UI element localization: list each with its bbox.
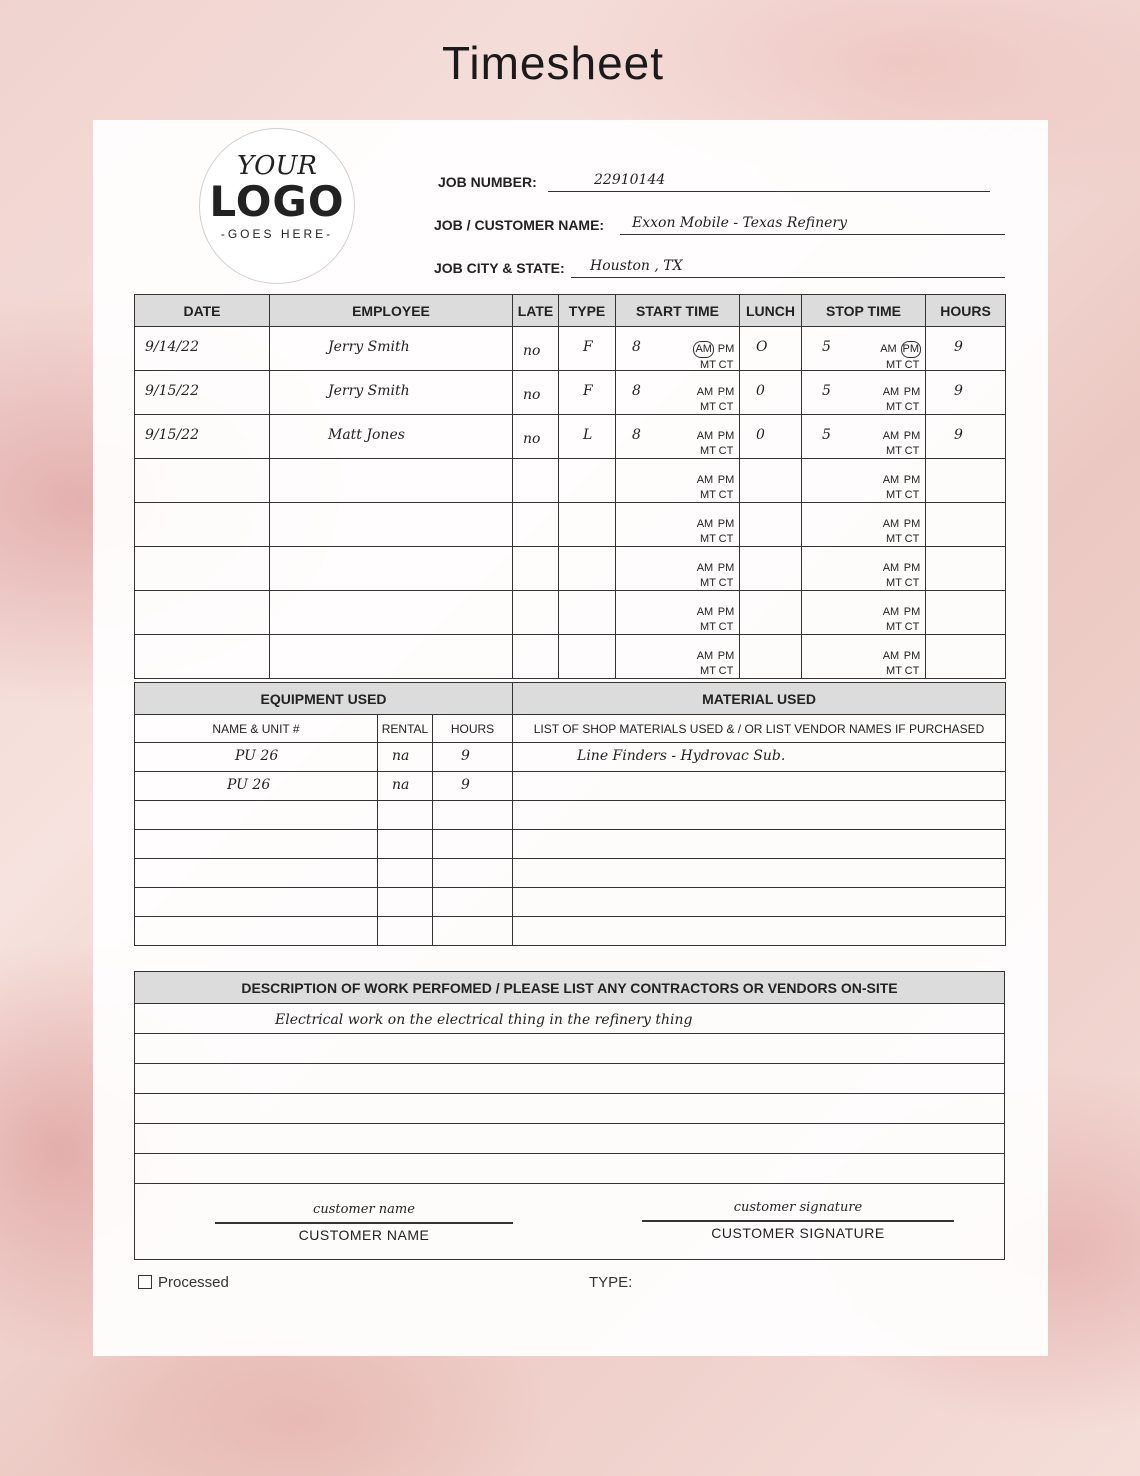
pm-option[interactable]: PM <box>901 341 922 358</box>
ct-option[interactable]: CT <box>718 577 734 589</box>
stop-time-cell[interactable] <box>802 547 926 591</box>
description-line <box>135 1124 1005 1154</box>
employee-cell[interactable] <box>270 635 513 679</box>
processed-label: Processed <box>158 1274 229 1291</box>
pm-option[interactable]: PM <box>903 562 921 574</box>
logo-line1: YOUR <box>237 151 317 181</box>
material-subtitle: LIST OF SHOP MATERIALS USED & / OR LIST VENDOR NAMES IF PURCHASED <box>513 715 1006 743</box>
equipment-rental-cell[interactable] <box>378 917 433 946</box>
start-time-value: 8 <box>632 339 641 355</box>
mt-option[interactable]: MT <box>700 621 716 633</box>
mt-option[interactable]: MT <box>886 665 902 677</box>
equipment-row <box>135 830 1006 859</box>
description-line-cell[interactable] <box>135 1034 1005 1064</box>
description-title: DESCRIPTION OF WORK PERFOMED / PLEASE LIST ANY CONTRACTORS OR VENDORS ON-SITE <box>135 972 1005 1004</box>
am-option[interactable]: AM <box>696 606 714 618</box>
pm-option[interactable]: PM <box>717 518 735 530</box>
employee-cell[interactable] <box>270 415 513 459</box>
col-hours: HOURS <box>926 295 1006 327</box>
date-cell[interactable] <box>135 503 270 547</box>
date-cell[interactable] <box>135 547 270 591</box>
hours-cell[interactable] <box>926 635 1006 679</box>
hours-cell[interactable] <box>926 327 1006 371</box>
am-option[interactable]: AM <box>696 386 714 398</box>
equipment-row <box>135 859 1006 888</box>
date-value: 9/15/22 <box>145 427 199 443</box>
late-value: no <box>523 387 541 403</box>
customer-name-field[interactable] <box>434 211 1005 235</box>
employee-cell[interactable] <box>270 503 513 547</box>
ct-option[interactable]: CT <box>718 359 734 371</box>
ct-option[interactable]: CT <box>718 489 734 501</box>
equipment-hours-cell[interactable] <box>433 830 513 859</box>
customer-name-block[interactable] <box>215 1202 513 1243</box>
ct-option[interactable]: CT <box>904 359 920 371</box>
pm-option[interactable]: PM <box>717 474 735 486</box>
date-cell[interactable] <box>135 371 270 415</box>
date-value: 9/14/22 <box>145 339 199 355</box>
material-cell[interactable] <box>513 830 1006 859</box>
date-cell[interactable] <box>135 327 270 371</box>
equipment-hours-cell[interactable] <box>433 859 513 888</box>
timesheet-table <box>134 294 1006 679</box>
late-cell[interactable] <box>513 591 559 635</box>
pm-option[interactable]: PM <box>717 562 735 574</box>
description-line-cell[interactable] <box>135 1064 1005 1094</box>
start-ampm-selector[interactable] <box>696 473 735 503</box>
customer-signature-written[interactable]: customer signature <box>733 1200 863 1215</box>
mt-option[interactable]: MT <box>700 533 716 545</box>
hours-cell[interactable] <box>926 459 1006 503</box>
equipment-hours-value: 9 <box>461 777 470 793</box>
job-number-value[interactable]: 22910144 <box>594 172 666 188</box>
stop-time-value: 5 <box>822 339 831 355</box>
lunch-cell[interactable] <box>740 371 802 415</box>
mt-option[interactable]: MT <box>886 533 902 545</box>
late-value: no <box>523 343 541 359</box>
employee-cell[interactable] <box>270 547 513 591</box>
material-cell[interactable] <box>513 801 1006 830</box>
city-state-label: JOB CITY & STATE: <box>434 260 565 276</box>
start-time-cell[interactable] <box>616 415 740 459</box>
pm-option[interactable]: PM <box>717 343 735 355</box>
equipment-rental-value: na <box>392 777 410 793</box>
ct-option[interactable]: CT <box>904 445 920 457</box>
mt-option[interactable]: MT <box>700 665 716 677</box>
am-option[interactable]: AM <box>693 341 714 358</box>
timesheet-row <box>135 591 1006 635</box>
hours-cell[interactable] <box>926 547 1006 591</box>
hours-cell[interactable] <box>926 371 1006 415</box>
late-cell[interactable] <box>513 459 559 503</box>
late-cell[interactable] <box>513 415 559 459</box>
hours-value: 9 <box>954 383 963 399</box>
hours-cell[interactable] <box>926 415 1006 459</box>
equipment-hours-value: 9 <box>461 748 470 764</box>
am-option[interactable]: AM <box>882 562 900 574</box>
equipment-col-rental: RENTAL <box>378 715 433 743</box>
description-line-cell[interactable] <box>135 1124 1005 1154</box>
checkbox-icon[interactable] <box>138 1275 152 1289</box>
lunch-value: 0 <box>756 383 765 399</box>
type-label: TYPE: <box>589 1274 633 1291</box>
pm-option[interactable]: PM <box>903 386 921 398</box>
am-option[interactable]: AM <box>882 518 900 530</box>
col-start-time: START TIME <box>616 295 740 327</box>
material-cell[interactable] <box>513 917 1006 946</box>
late-cell[interactable] <box>513 503 559 547</box>
description-line-cell[interactable] <box>135 1094 1005 1124</box>
equipment-row <box>135 743 1006 772</box>
mt-option[interactable]: MT <box>700 489 716 501</box>
material-cell[interactable] <box>513 859 1006 888</box>
lunch-cell[interactable] <box>740 327 802 371</box>
type-cell[interactable] <box>559 415 616 459</box>
equipment-rental-cell[interactable] <box>378 743 433 772</box>
late-cell[interactable] <box>513 635 559 679</box>
timesheet-row <box>135 459 1006 503</box>
type-cell[interactable] <box>559 591 616 635</box>
equipment-title: EQUIPMENT USED <box>135 683 513 715</box>
city-state-value[interactable]: Houston , TX <box>590 258 683 274</box>
am-option[interactable]: AM <box>696 430 714 442</box>
type-value: L <box>583 427 593 443</box>
stop-ampm-selector[interactable] <box>882 473 921 503</box>
equipment-hours-cell[interactable] <box>433 801 513 830</box>
timesheet-row <box>135 371 1006 415</box>
job-number-field[interactable] <box>438 168 990 192</box>
employee-value: Jerry Smith <box>328 383 410 399</box>
mt-option[interactable]: MT <box>886 401 902 413</box>
logo-line2: LOGO <box>209 177 345 226</box>
stop-time-cell[interactable] <box>802 371 926 415</box>
description-line <box>135 1034 1005 1064</box>
customer-name-caption: CUSTOMER NAME <box>215 1222 513 1243</box>
timesheet-form <box>93 120 1048 1356</box>
type-cell[interactable] <box>559 503 616 547</box>
start-time-cell[interactable] <box>616 635 740 679</box>
description-table <box>134 971 1005 1260</box>
customer-signature-caption: CUSTOMER SIGNATURE <box>642 1220 954 1241</box>
col-type: TYPE <box>559 295 616 327</box>
timesheet-row <box>135 415 1006 459</box>
employee-cell[interactable] <box>270 591 513 635</box>
material-value: Line Finders - Hydrovac Sub. <box>577 748 786 764</box>
am-option[interactable]: AM <box>696 518 714 530</box>
stop-time-cell[interactable] <box>802 591 926 635</box>
pm-option[interactable]: PM <box>903 474 921 486</box>
equipment-name-cell[interactable] <box>135 743 378 772</box>
description-line-cell[interactable] <box>135 1004 1005 1034</box>
logo-line3: -GOES HERE- <box>220 227 334 241</box>
am-option[interactable]: AM <box>880 343 897 355</box>
stop-time-value: 5 <box>822 383 831 399</box>
am-option[interactable]: AM <box>882 650 900 662</box>
logo-placeholder <box>199 128 355 284</box>
date-cell[interactable] <box>135 635 270 679</box>
lunch-value: 0 <box>756 427 765 443</box>
equipment-material-table <box>134 682 1006 946</box>
lunch-value: O <box>756 339 768 355</box>
material-cell[interactable] <box>513 772 1006 801</box>
pm-option[interactable]: PM <box>903 650 921 662</box>
start-ampm-selector[interactable] <box>696 561 735 591</box>
type-cell[interactable] <box>559 547 616 591</box>
equipment-rental-value: na <box>392 748 410 764</box>
date-value: 9/15/22 <box>145 383 199 399</box>
customer-name-value[interactable]: Exxon Mobile - Texas Refinery <box>632 215 847 231</box>
signature-row <box>135 1184 1005 1260</box>
equipment-hours-cell[interactable] <box>433 743 513 772</box>
start-time-cell[interactable] <box>616 503 740 547</box>
late-cell[interactable] <box>513 327 559 371</box>
lunch-cell[interactable] <box>740 547 802 591</box>
equipment-hours-cell[interactable] <box>433 888 513 917</box>
equipment-name-cell[interactable] <box>135 859 378 888</box>
ct-option[interactable]: CT <box>904 401 920 413</box>
material-cell[interactable] <box>513 888 1006 917</box>
stop-time-cell[interactable] <box>802 459 926 503</box>
equipment-col-hours: HOURS <box>433 715 513 743</box>
am-option[interactable]: AM <box>882 430 900 442</box>
ct-option[interactable]: CT <box>718 533 734 545</box>
mt-option[interactable]: MT <box>886 489 902 501</box>
equipment-name-value: PU 26 <box>227 777 271 793</box>
start-time-cell[interactable] <box>616 591 740 635</box>
equipment-name-cell[interactable] <box>135 801 378 830</box>
equipment-row <box>135 888 1006 917</box>
col-employee: EMPLOYEE <box>270 295 513 327</box>
am-option[interactable]: AM <box>696 562 714 574</box>
stop-ampm-selector[interactable] <box>882 517 921 547</box>
stop-ampm-selector[interactable] <box>882 561 921 591</box>
am-option[interactable]: AM <box>882 606 900 618</box>
customer-signature-block[interactable] <box>642 1200 954 1241</box>
description-line <box>135 1154 1005 1184</box>
description-line <box>135 1094 1005 1124</box>
date-cell[interactable] <box>135 459 270 503</box>
ct-option[interactable]: CT <box>718 621 734 633</box>
type-value: F <box>583 383 593 399</box>
equipment-rental-cell[interactable] <box>378 859 433 888</box>
equipment-row <box>135 801 1006 830</box>
timesheet-header-row <box>135 295 1006 327</box>
start-ampm-selector[interactable] <box>696 649 735 679</box>
date-cell[interactable] <box>135 415 270 459</box>
equipment-rental-cell[interactable] <box>378 888 433 917</box>
type-cell[interactable] <box>559 371 616 415</box>
am-option[interactable]: AM <box>882 386 900 398</box>
late-cell[interactable] <box>513 547 559 591</box>
lunch-cell[interactable] <box>740 503 802 547</box>
lunch-cell[interactable] <box>740 591 802 635</box>
lunch-cell[interactable] <box>740 459 802 503</box>
equipment-name-cell[interactable] <box>135 772 378 801</box>
mt-option[interactable]: MT <box>886 577 902 589</box>
job-number-label: JOB NUMBER: <box>438 174 537 190</box>
pm-option[interactable]: PM <box>717 606 735 618</box>
am-option[interactable]: AM <box>882 474 900 486</box>
employee-value: Jerry Smith <box>328 339 410 355</box>
late-value: no <box>523 431 541 447</box>
start-time-cell[interactable] <box>616 459 740 503</box>
start-time-cell[interactable] <box>616 547 740 591</box>
mt-option[interactable]: MT <box>886 359 902 371</box>
description-text: Electrical work on the electrical thing in the refinery thing <box>275 1012 693 1028</box>
ct-option[interactable]: CT <box>904 621 920 633</box>
stop-time-cell[interactable] <box>802 415 926 459</box>
am-option[interactable]: AM <box>696 474 714 486</box>
equipment-rental-cell[interactable] <box>378 772 433 801</box>
pm-option[interactable]: PM <box>717 430 735 442</box>
am-option[interactable]: AM <box>696 650 714 662</box>
timesheet-row <box>135 327 1006 371</box>
customer-name-written[interactable]: customer name <box>313 1202 415 1217</box>
customer-name-label: JOB / CUSTOMER NAME: <box>434 217 605 233</box>
equipment-name-cell[interactable] <box>135 917 378 946</box>
col-late: LATE <box>513 295 559 327</box>
mt-option[interactable]: MT <box>700 359 716 371</box>
timesheet-row <box>135 635 1006 679</box>
stop-ampm-selector[interactable] <box>882 429 921 459</box>
stop-time-value: 5 <box>822 427 831 443</box>
col-lunch: LUNCH <box>740 295 802 327</box>
pm-option[interactable]: PM <box>903 606 921 618</box>
equipment-col-name: NAME & UNIT # <box>135 715 378 743</box>
equipment-row <box>135 772 1006 801</box>
stop-ampm-selector[interactable] <box>879 341 921 373</box>
description-line <box>135 1004 1005 1034</box>
start-time-value: 8 <box>632 427 641 443</box>
lunch-cell[interactable] <box>740 635 802 679</box>
processed-checkbox[interactable] <box>138 1274 229 1291</box>
col-stop-time: STOP TIME <box>802 295 926 327</box>
employee-value: Matt Jones <box>328 427 405 443</box>
equipment-name-value: PU 26 <box>235 748 279 764</box>
description-line-cell[interactable] <box>135 1154 1005 1184</box>
start-ampm-selector[interactable] <box>696 605 735 635</box>
ct-option[interactable]: CT <box>718 445 734 457</box>
start-time-cell[interactable] <box>616 371 740 415</box>
hours-cell[interactable] <box>926 591 1006 635</box>
lunch-cell[interactable] <box>740 415 802 459</box>
ct-option[interactable]: CT <box>904 533 920 545</box>
equipment-rental-cell[interactable] <box>378 801 433 830</box>
start-time-value: 8 <box>632 383 641 399</box>
type-cell[interactable] <box>559 327 616 371</box>
equipment-name-cell[interactable] <box>135 888 378 917</box>
timesheet-row <box>135 547 1006 591</box>
stop-time-cell[interactable] <box>802 635 926 679</box>
hours-value: 9 <box>954 427 963 443</box>
start-ampm-selector[interactable] <box>696 429 735 459</box>
mt-option[interactable]: MT <box>700 401 716 413</box>
pm-option[interactable]: PM <box>903 518 921 530</box>
ct-option[interactable]: CT <box>904 489 920 501</box>
hours-cell[interactable] <box>926 503 1006 547</box>
description-line <box>135 1064 1005 1094</box>
stop-ampm-selector[interactable] <box>882 605 921 635</box>
page-title: Timesheet <box>441 37 665 89</box>
employee-cell[interactable] <box>270 459 513 503</box>
start-time-cell[interactable] <box>616 327 740 371</box>
mt-option[interactable]: MT <box>886 445 902 457</box>
mt-option[interactable]: MT <box>700 445 716 457</box>
material-title: MATERIAL USED <box>513 683 1006 715</box>
type-cell[interactable] <box>559 635 616 679</box>
timesheet-row <box>135 503 1006 547</box>
mt-option[interactable]: MT <box>886 621 902 633</box>
stop-ampm-selector[interactable] <box>882 649 921 679</box>
mt-option[interactable]: MT <box>700 577 716 589</box>
late-cell[interactable] <box>513 371 559 415</box>
type-value: F <box>583 339 593 355</box>
ct-option[interactable]: CT <box>904 577 920 589</box>
date-cell[interactable] <box>135 591 270 635</box>
equipment-hours-cell[interactable] <box>433 917 513 946</box>
material-cell[interactable] <box>513 743 1006 772</box>
ct-option[interactable]: CT <box>718 401 734 413</box>
equipment-hours-cell[interactable] <box>433 772 513 801</box>
employee-cell[interactable] <box>270 371 513 415</box>
pm-option[interactable]: PM <box>903 430 921 442</box>
employee-cell[interactable] <box>270 327 513 371</box>
equipment-rental-cell[interactable] <box>378 830 433 859</box>
equipment-row <box>135 917 1006 946</box>
stop-time-cell[interactable] <box>802 327 926 371</box>
col-date: DATE <box>135 295 270 327</box>
type-cell[interactable] <box>559 459 616 503</box>
start-ampm-selector[interactable] <box>696 517 735 547</box>
ct-option[interactable]: CT <box>718 665 734 677</box>
pm-option[interactable]: PM <box>717 386 735 398</box>
equipment-name-cell[interactable] <box>135 830 378 859</box>
start-ampm-selector[interactable] <box>696 385 735 415</box>
city-state-field[interactable] <box>434 254 1005 278</box>
ct-option[interactable]: CT <box>904 665 920 677</box>
hours-value: 9 <box>954 339 963 355</box>
start-ampm-selector[interactable] <box>693 341 735 373</box>
stop-ampm-selector[interactable] <box>882 385 921 415</box>
stop-time-cell[interactable] <box>802 503 926 547</box>
pm-option[interactable]: PM <box>717 650 735 662</box>
